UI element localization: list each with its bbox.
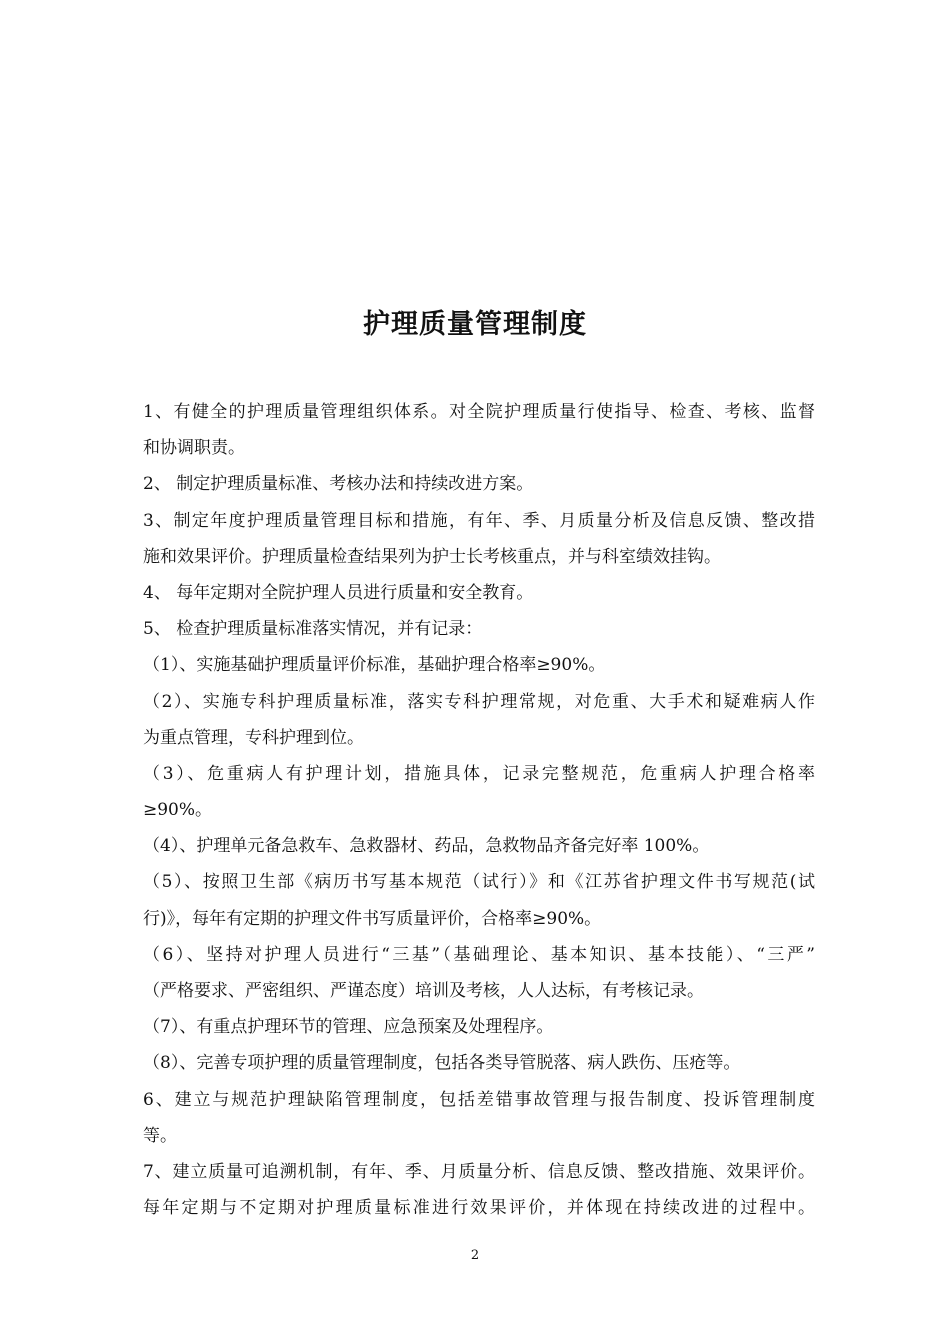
paragraph-line: 2、 制定护理质量标准、考核办法和持续改进方案。 [143, 474, 534, 495]
paragraph-line: （严格要求、严密组织、严谨态度）培训及考核，人人达标，有考核记录。 [143, 981, 704, 1001]
paragraph-line: （6）、坚持对护理人员进行“三基”（基础理论、基本知识、基本技能）、“三严” [143, 944, 815, 965]
paragraph-line: ≥90%。 [143, 800, 213, 821]
paragraph-line: 5、 检查护理质量标准落实情况，并有记录： [143, 619, 483, 640]
paragraph-line: 7、建立质量可追溯机制，有年、季、月质量分析、信息反馈、整改措施、效果评价。 [143, 1161, 815, 1182]
paragraph-line: （8）、完善专项护理的质量管理制度，包括各类导管脱落、病人跌伤、压疮等。 [143, 1053, 741, 1074]
paragraph-line: 1、有健全的护理质量管理组织体系。对全院护理质量行使指导、检查、考核、监督 [143, 402, 815, 422]
page-number: 2 [470, 1248, 480, 1263]
paragraph-line: 3、制定年度护理质量管理目标和措施，有年、季、月质量分析及信息反馈、整改措 [143, 510, 815, 531]
document-body [143, 394, 815, 1226]
paragraph-line: （1）、实施基础护理质量评价标准，基础护理合格率≥90%。 [143, 655, 606, 676]
paragraph-line: （2）、实施专科护理质量标准，落实专科护理常规，对危重、大手术和疑难病人作 [143, 691, 815, 712]
paragraph-line: （4）、护理单元备急救车、急救器材、药品，急救物品齐备完好率 100%。 [143, 836, 710, 857]
paragraph-line: 和协调职责。 [143, 438, 245, 459]
paragraph-line: 为重点管理，专科护理到位。 [143, 727, 364, 748]
paragraph-line: 4、 每年定期对全院护理人员进行质量和安全教育。 [143, 582, 534, 603]
paragraph-line: 每年定期与不定期对护理质量标准进行效果评价，并体现在持续改进的过程中。 [143, 1198, 815, 1219]
paragraph-line: 施和效果评价。护理质量检查结果列为护士长考核重点，并与科室绩效挂钩。 [143, 546, 721, 567]
paragraph-line: （7）、有重点护理环节的管理、应急预案及处理程序。 [143, 1017, 554, 1038]
paragraph-line: 行)》，每年有定期的护理文件书写质量评价，合格率≥90%。 [143, 908, 602, 929]
paragraph-line: 6、建立与规范护理缺陷管理制度，包括差错事故管理与报告制度、投诉管理制度 [143, 1089, 815, 1110]
paragraph-line: 等。 [143, 1125, 177, 1146]
paragraph-line: （3）、危重病人有护理计划，措施具体，记录完整规范，危重病人护理合格率 [143, 763, 815, 784]
paragraph-line: （5）、按照卫生部《病历书写基本规范（试行）》和《江苏省护理文件书写规范(试 [143, 872, 815, 893]
document-title: 护理质量管理制度 [363, 309, 587, 340]
